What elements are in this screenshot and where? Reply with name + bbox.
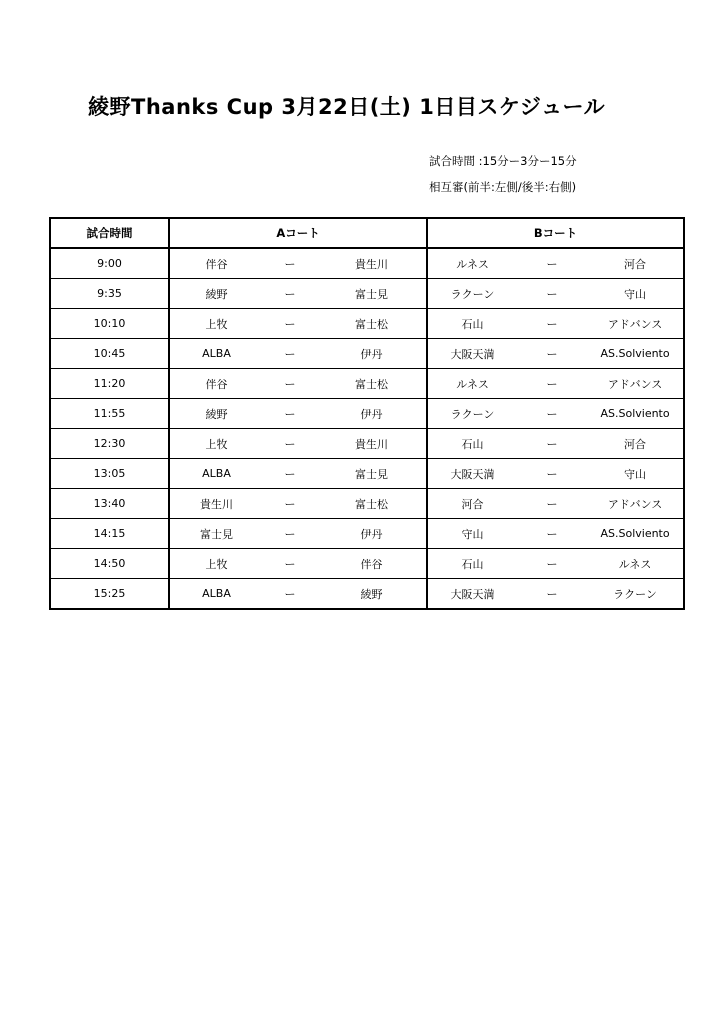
court-a-home-team: 伴谷 xyxy=(169,248,263,279)
court-a-dash: ー xyxy=(263,459,317,489)
court-b-dash: ー xyxy=(517,429,587,459)
court-b-dash: ー xyxy=(517,519,587,549)
schedule-table xyxy=(49,217,685,610)
court-a-away-team: 富士見 xyxy=(317,279,427,309)
table-row xyxy=(50,279,684,309)
time-cell: 14:15 xyxy=(50,519,169,549)
match-time-note: 試合時間 :15分ー3分ー15分 xyxy=(429,154,577,168)
court-a-home-team: ALBA xyxy=(169,579,263,610)
court-b-dash: ー xyxy=(517,248,587,279)
court-b-home-team: 大阪天満 xyxy=(427,339,517,369)
court-a-home-team: 貴生川 xyxy=(169,489,263,519)
time-cell: 15:25 xyxy=(50,579,169,610)
court-a-away-team: 綾野 xyxy=(317,579,427,610)
court-b-dash: ー xyxy=(517,339,587,369)
time-cell: 11:55 xyxy=(50,399,169,429)
court-a-away-team: 富士松 xyxy=(317,369,427,399)
time-cell: 11:20 xyxy=(50,369,169,399)
court-b-away-team: アドバンス xyxy=(587,489,684,519)
court-b-away-team: アドバンス xyxy=(587,369,684,399)
table-row xyxy=(50,459,684,489)
court-a-away-team: 伊丹 xyxy=(317,519,427,549)
table-row xyxy=(50,339,684,369)
time-cell: 13:40 xyxy=(50,489,169,519)
referee-note: 相互審(前半:左側/後半:右側) xyxy=(429,180,577,194)
court-b-dash: ー xyxy=(517,309,587,339)
court-a-dash: ー xyxy=(263,279,317,309)
header-time: 試合時間 xyxy=(50,218,169,248)
court-b-home-team: 河合 xyxy=(427,489,517,519)
table-row xyxy=(50,519,684,549)
time-cell: 9:00 xyxy=(50,248,169,279)
court-a-dash: ー xyxy=(263,429,317,459)
court-b-away-team: AS.Solviento xyxy=(587,339,684,369)
table-row xyxy=(50,309,684,339)
court-a-home-team: 上牧 xyxy=(169,549,263,579)
time-cell: 10:10 xyxy=(50,309,169,339)
court-b-home-team: 石山 xyxy=(427,309,517,339)
court-a-away-team: 伊丹 xyxy=(317,339,427,369)
court-b-home-team: 石山 xyxy=(427,549,517,579)
court-b-away-team: 河合 xyxy=(587,429,684,459)
court-b-away-team: 守山 xyxy=(587,459,684,489)
court-b-away-team: アドバンス xyxy=(587,309,684,339)
court-a-dash: ー xyxy=(263,309,317,339)
court-a-away-team: 伴谷 xyxy=(317,549,427,579)
court-a-home-team: 上牧 xyxy=(169,309,263,339)
court-b-away-team: ラクーン xyxy=(587,579,684,610)
table-row xyxy=(50,429,684,459)
court-a-away-team: 貴生川 xyxy=(317,248,427,279)
court-a-home-team: 上牧 xyxy=(169,429,263,459)
table-row xyxy=(50,369,684,399)
header-court-b: Bコート xyxy=(427,218,684,248)
table-row xyxy=(50,549,684,579)
page-title: 綾野Thanks Cup 3月22日(土) 1日目スケジュール xyxy=(88,95,606,119)
court-b-away-team: AS.Solviento xyxy=(587,519,684,549)
court-b-dash: ー xyxy=(517,459,587,489)
court-a-home-team: 富士見 xyxy=(169,519,263,549)
court-a-home-team: 伴谷 xyxy=(169,369,263,399)
court-b-home-team: ルネス xyxy=(427,369,517,399)
court-b-dash: ー xyxy=(517,489,587,519)
court-a-away-team: 貴生川 xyxy=(317,429,427,459)
table-row xyxy=(50,399,684,429)
court-a-home-team: 綾野 xyxy=(169,399,263,429)
table-header-row xyxy=(50,218,684,248)
court-a-dash: ー xyxy=(263,519,317,549)
court-b-home-team: ラクーン xyxy=(427,399,517,429)
court-b-home-team: 守山 xyxy=(427,519,517,549)
time-cell: 12:30 xyxy=(50,429,169,459)
court-a-away-team: 富士見 xyxy=(317,459,427,489)
court-b-dash: ー xyxy=(517,369,587,399)
table-row xyxy=(50,248,684,279)
court-a-dash: ー xyxy=(263,248,317,279)
court-a-dash: ー xyxy=(263,369,317,399)
table-row xyxy=(50,579,684,610)
court-b-away-team: AS.Solviento xyxy=(587,399,684,429)
court-b-dash: ー xyxy=(517,579,587,610)
time-cell: 14:50 xyxy=(50,549,169,579)
court-b-home-team: 大阪天満 xyxy=(427,579,517,610)
court-a-dash: ー xyxy=(263,579,317,610)
court-a-away-team: 富士松 xyxy=(317,489,427,519)
time-cell: 13:05 xyxy=(50,459,169,489)
court-b-home-team: ラクーン xyxy=(427,279,517,309)
court-b-away-team: 河合 xyxy=(587,248,684,279)
court-b-away-team: 守山 xyxy=(587,279,684,309)
court-a-home-team: ALBA xyxy=(169,339,263,369)
court-a-dash: ー xyxy=(263,489,317,519)
court-b-home-team: 石山 xyxy=(427,429,517,459)
table-row xyxy=(50,489,684,519)
court-b-dash: ー xyxy=(517,549,587,579)
header-court-a: Aコート xyxy=(169,218,427,248)
court-b-home-team: ルネス xyxy=(427,248,517,279)
court-b-dash: ー xyxy=(517,279,587,309)
court-a-home-team: 綾野 xyxy=(169,279,263,309)
court-b-dash: ー xyxy=(517,399,587,429)
court-a-away-team: 富士松 xyxy=(317,309,427,339)
court-b-home-team: 大阪天満 xyxy=(427,459,517,489)
time-cell: 9:35 xyxy=(50,279,169,309)
time-cell: 10:45 xyxy=(50,339,169,369)
court-a-home-team: ALBA xyxy=(169,459,263,489)
court-a-dash: ー xyxy=(263,399,317,429)
court-a-dash: ー xyxy=(263,549,317,579)
court-a-away-team: 伊丹 xyxy=(317,399,427,429)
court-a-dash: ー xyxy=(263,339,317,369)
court-b-away-team: ルネス xyxy=(587,549,684,579)
